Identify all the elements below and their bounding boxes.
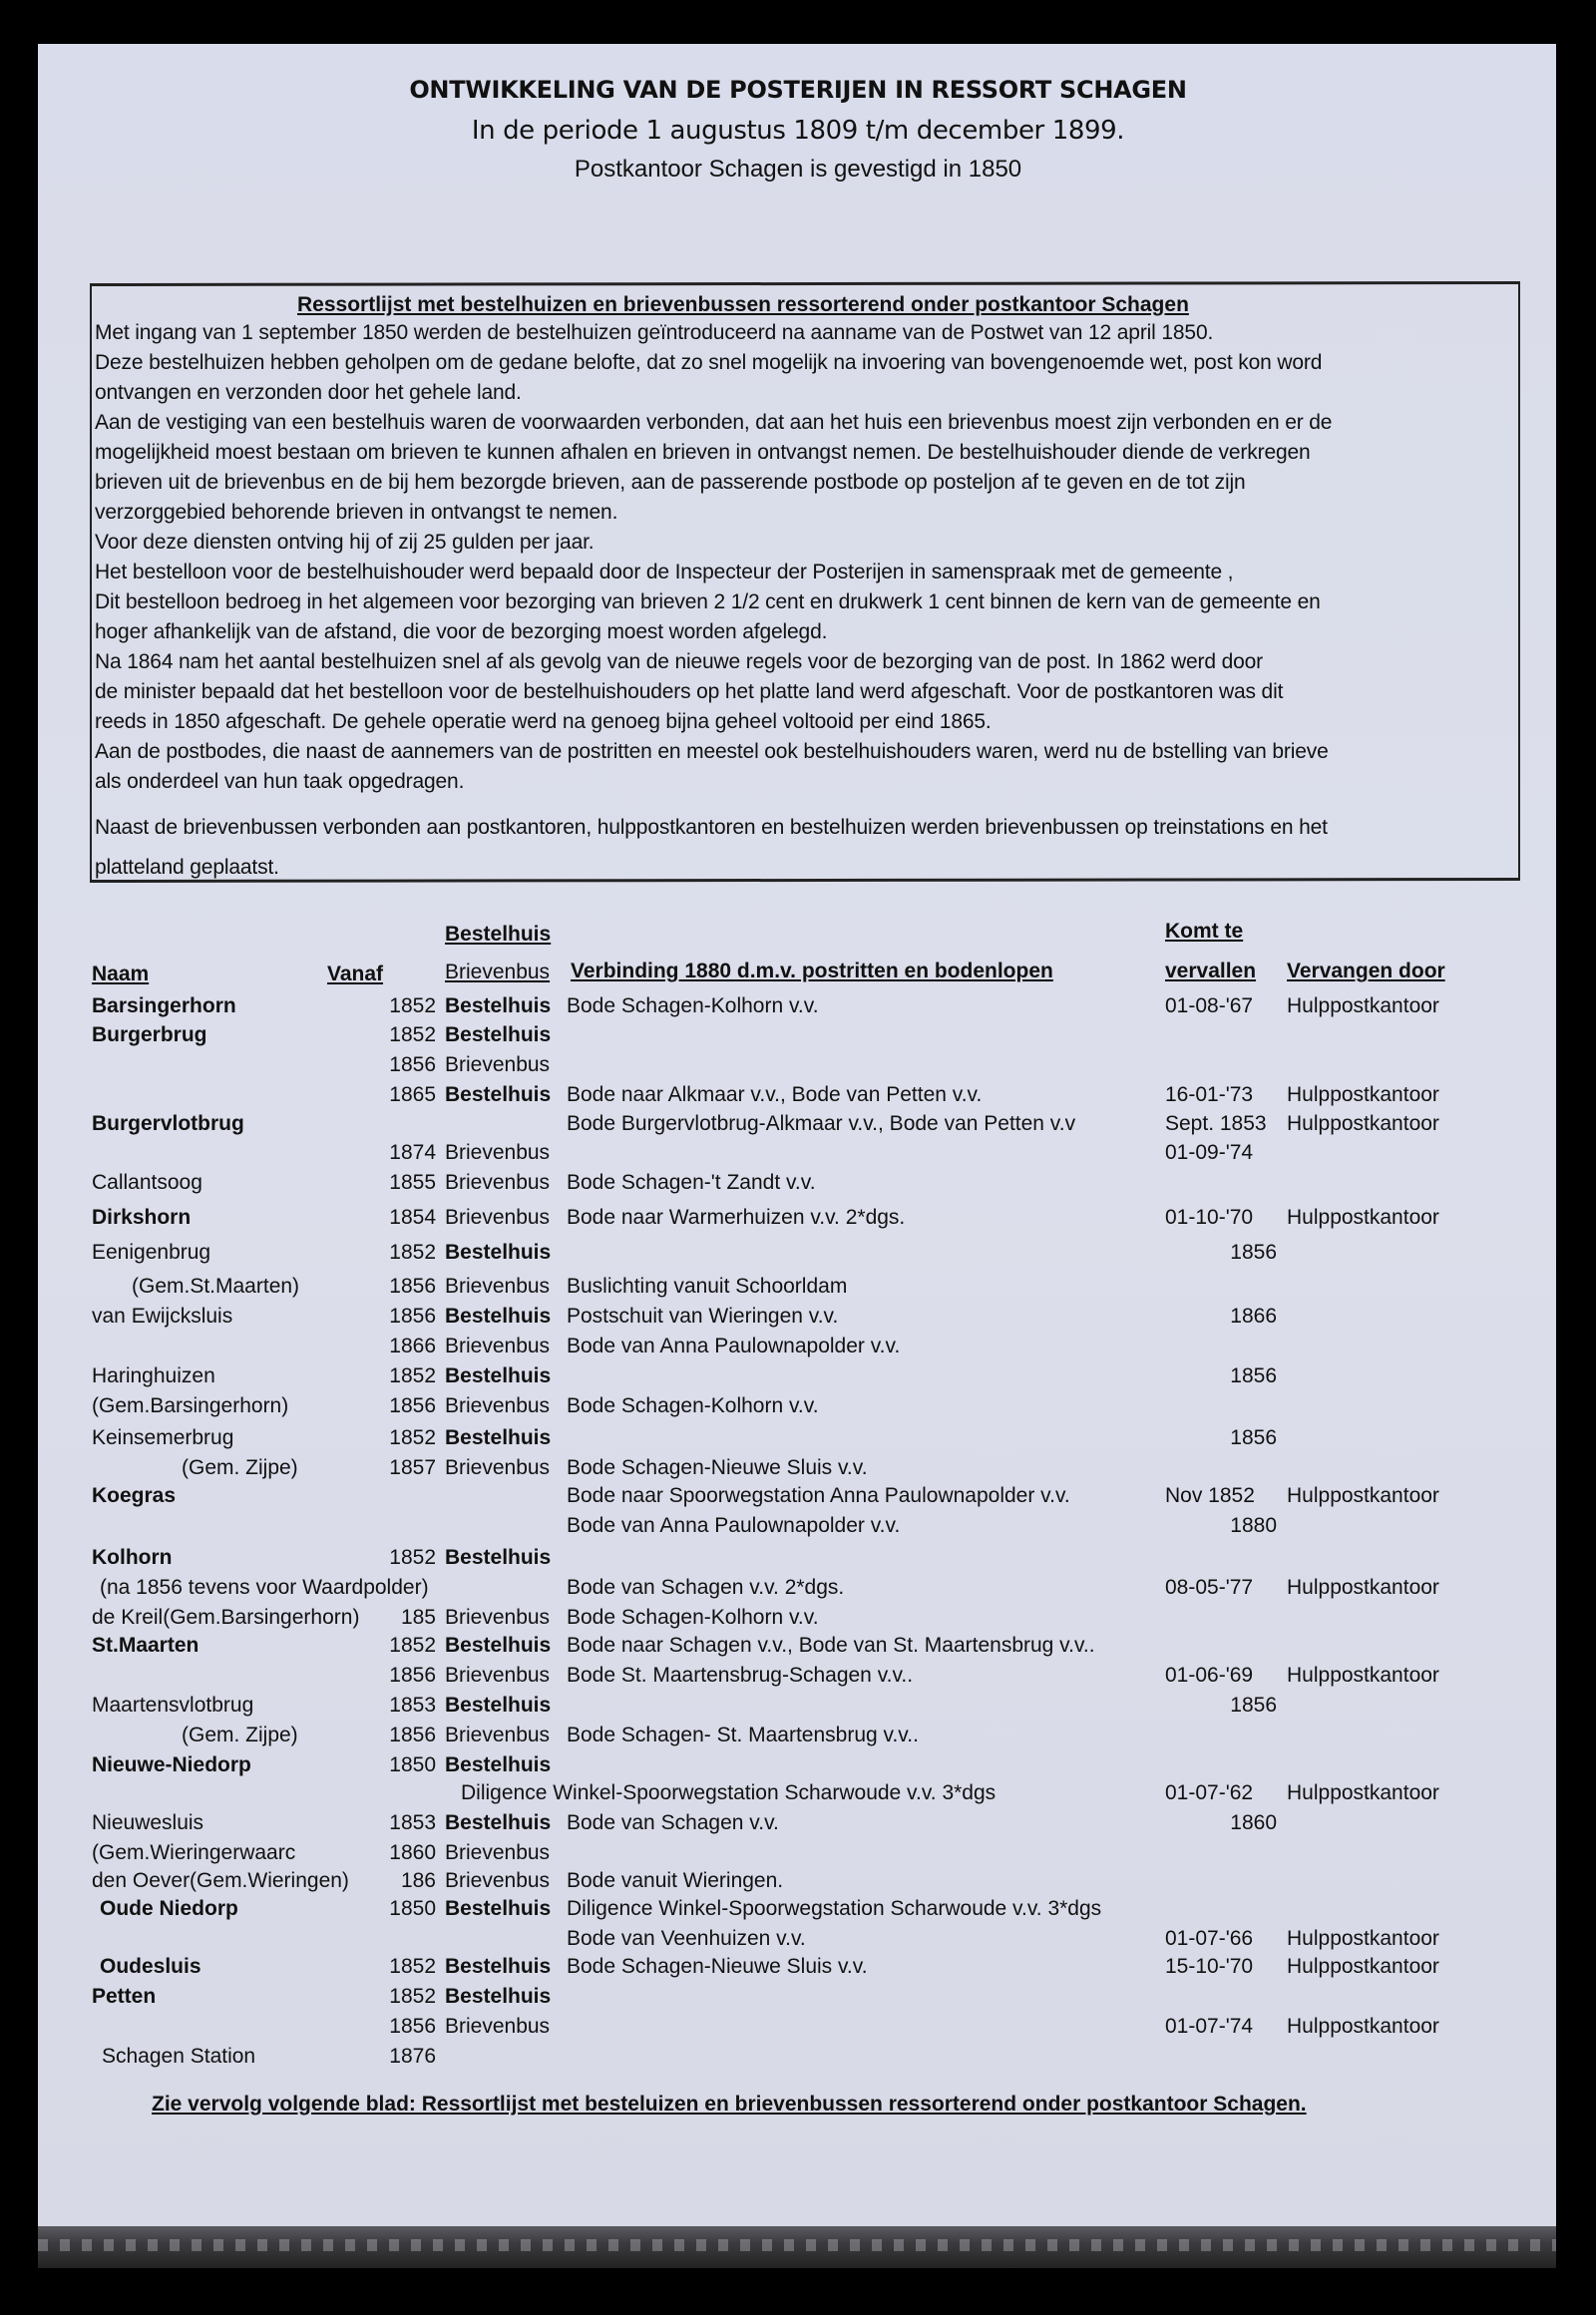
cell-vervallen: 1856 — [1230, 1364, 1277, 1387]
intro-line: Na 1864 nam het aantal bestelhuizen snel af als gevolg van de nieuwe regels voor de bezorging van de post. In 1862 werd door — [95, 650, 1264, 673]
cell-vervangen: Hulppostkantoor — [1287, 1781, 1439, 1804]
cell-vanaf: 1852 — [389, 1955, 436, 1978]
cell-naam: (Gem.St.Maarten) — [132, 1275, 300, 1298]
cell-naam: Barsingerhorn — [92, 994, 236, 1017]
cell-vanaf: 1850 — [389, 1897, 436, 1920]
cell-verbinding: Bode Schagen-Nieuwe Sluis v.v. — [567, 1955, 868, 1978]
cell-vanaf: 1852 — [389, 1023, 436, 1046]
cell-vervallen: 01-09-'74 — [1165, 1141, 1254, 1164]
cell-vanaf: 1874 — [389, 1141, 436, 1164]
cell-vanaf: 1856 — [389, 1394, 436, 1417]
cell-verbinding: Buslichting vanuit Schoorldam — [567, 1275, 848, 1298]
cell-type: Bestelhuis — [445, 1305, 552, 1328]
cell-vanaf: 1865 — [389, 1083, 436, 1106]
page-title: ONTWIKKELING VAN DE POSTERIJEN IN RESSORT SCHAGEN — [409, 76, 1187, 104]
cell-verbinding: Bode Schagen-Kolhorn v.v. — [567, 994, 819, 1017]
cell-vervallen: 01-10-'70 — [1165, 1206, 1254, 1229]
cell-vervangen: Hulppostkantoor — [1287, 1927, 1439, 1950]
cell-vervallen: 1856 — [1230, 1694, 1277, 1717]
header-vervangen: Vervangen door — [1287, 960, 1445, 982]
cell-type: Bestelhuis — [445, 1955, 552, 1978]
cell-vervangen: Hulppostkantoor — [1287, 994, 1439, 1017]
cell-vervallen: 16-01-'73 — [1165, 1083, 1254, 1106]
cell-type: Bestelhuis — [445, 1364, 552, 1387]
cell-verbinding: Bode van Veenhuizen v.v. — [567, 1927, 806, 1950]
cell-verbinding: Bode van Schagen v.v. 2*dgs. — [567, 1576, 845, 1599]
intro-line: brieven uit de brievenbus en de bij hem bezorgde brieven, aan de passerende postbode op posteljon af te geven en de tot zijn — [95, 471, 1246, 494]
cell-naam: (Gem. Zijpe) — [182, 1724, 298, 1746]
header-komt-te: Komt te — [1165, 920, 1244, 943]
header-bestelhuis: Bestelhuis — [445, 923, 552, 946]
cell-verbinding: Bode naar Alkmaar v.v., Bode van Petten v.v. — [567, 1083, 983, 1106]
cell-type: Brievenbus — [445, 1335, 551, 1357]
cell-vanaf: 1856 — [389, 1724, 436, 1746]
cell-vervallen: 15-10-'70 — [1165, 1955, 1254, 1978]
cell-verbinding: Bode vanuit Wieringen. — [567, 1869, 784, 1892]
cell-vervangen: Hulppostkantoor — [1287, 1206, 1439, 1229]
cell-vanaf: 1857 — [389, 1456, 436, 1479]
intro-line: reeds in 1850 afgeschaft. De gehele operatie werd na genoeg bijna geheel voltooid per eind 1865. — [95, 710, 992, 733]
cell-naam: Burgervlotbrug — [92, 1112, 244, 1135]
header-naam: Naam — [92, 963, 150, 985]
cell-type: Brievenbus — [445, 1724, 551, 1746]
cell-naam: Koegras — [92, 1484, 177, 1507]
cell-vervallen: 1860 — [1230, 1811, 1277, 1834]
cell-type: Bestelhuis — [445, 1426, 552, 1449]
cell-type: Brievenbus — [445, 1869, 551, 1892]
intro-line: verzorggebied behorende brieven in ontvangst te nemen. — [95, 501, 618, 524]
cell-naam: Maartensvlotbrug — [92, 1694, 254, 1717]
cell-type: Brievenbus — [445, 1206, 551, 1229]
intro-line: Voor deze diensten ontving hij of zij 25 gulden per jaar. — [95, 531, 595, 554]
cell-vanaf: 1856 — [389, 1053, 436, 1076]
cell-vanaf: 1856 — [389, 1305, 436, 1328]
cell-vervallen: 1856 — [1230, 1426, 1277, 1449]
cell-naam: Oudesluis — [100, 1955, 201, 1978]
cell-verbinding: Bode naar Spoorwegstation Anna Paulownapolder v.v. — [567, 1484, 1070, 1507]
cell-vervallen: 1856 — [1230, 1241, 1277, 1264]
cell-naam: Callantsoog — [92, 1171, 202, 1194]
cell-type: Brievenbus — [445, 1606, 551, 1629]
cell-naam: den Oever(Gem.Wieringen) — [92, 1869, 349, 1892]
cell-vanaf: 1850 — [389, 1753, 436, 1776]
cell-vervangen: Hulppostkantoor — [1287, 2015, 1439, 2038]
intro-line: Met ingang van 1 september 1850 werden de bestelhuizen geïntroduceerd na aanname van de Postwet van 12 april 1850. — [95, 321, 1214, 344]
cell-vervallen: 01-06-'69 — [1165, 1664, 1254, 1687]
cell-naam: de Kreil(Gem.Barsingerhorn) — [92, 1606, 360, 1629]
cell-vervallen: 01-07-'66 — [1165, 1927, 1254, 1950]
cell-verbinding: Diligence Winkel-Spoorwegstation Scharwoude v.v. 3*dgs — [567, 1897, 1102, 1920]
cell-verbinding: Bode van Schagen v.v. — [567, 1811, 779, 1834]
header-verbinding: Verbinding 1880 d.m.v. postritten en bodenlopen — [571, 960, 1053, 982]
cell-type: Bestelhuis — [445, 1546, 552, 1569]
cell-type: Brievenbus — [445, 1171, 551, 1194]
cell-type: Brievenbus — [445, 1456, 551, 1479]
cell-vanaf: 1856 — [389, 1664, 436, 1687]
cell-verbinding: Bode Schagen-Kolhorn v.v. — [567, 1394, 819, 1417]
cell-type: Bestelhuis — [445, 1241, 552, 1264]
intro-title: Ressortlijst met bestelhuizen en brievenbussen ressorterend onder postkantoor Schagen — [297, 293, 1189, 316]
cell-vervallen: Sept. 1853 — [1165, 1112, 1267, 1135]
cell-type: Brievenbus — [445, 1275, 551, 1298]
cell-verbinding: Bode van Anna Paulownapolder v.v. — [567, 1514, 901, 1537]
intro-line: Het bestelloon voor de bestelhuishouder werd bepaald door de Inspecteur der Posterijen in samenspraak met de gemeente , — [95, 561, 1234, 583]
cell-naam: van Ewijcksluis — [92, 1305, 233, 1328]
cell-vanaf: 186 — [400, 1869, 436, 1892]
cell-vanaf: 1866 — [389, 1335, 436, 1357]
cell-type: Brievenbus — [445, 1841, 551, 1864]
intro-line: Dit bestelloon bedroeg in het algemeen voor bezorging van brieven 2 1/2 cent en drukwerk 1 cent binnen de kern van de gemeente en — [95, 590, 1321, 613]
cell-vanaf: 1853 — [389, 1811, 436, 1834]
cell-naam: Keinsemerbrug — [92, 1426, 234, 1449]
cell-vanaf: 1852 — [389, 1241, 436, 1264]
cell-type: Bestelhuis — [445, 994, 552, 1017]
cell-naam: Dirkshorn — [92, 1206, 192, 1229]
cell-vanaf: 1853 — [389, 1694, 436, 1717]
cell-naam: Schagen Station — [102, 2045, 256, 2068]
cell-vanaf: 1876 — [389, 2045, 436, 2068]
intro-line: Aan de vestiging van een bestelhuis waren de voorwaarden verbonden, dat aan het huis een brievenbus moest zijn verbonden en er de — [95, 411, 1333, 434]
album-sleeve-perforation — [38, 2239, 1556, 2251]
cell-vanaf: 1852 — [389, 1634, 436, 1657]
cell-verbinding: Bode Schagen-'t Zandt v.v. — [567, 1171, 816, 1194]
cell-verbinding: Diligence Winkel-Spoorwegstation Scharwoude v.v. 3*dgs — [461, 1781, 997, 1804]
cell-type: Brievenbus — [445, 1664, 551, 1687]
cell-type: Bestelhuis — [445, 1897, 552, 1920]
intro-line: Naast de brievenbussen verbonden aan postkantoren, hulppostkantoren en bestelhuizen werden brievenbussen op treinstations en het — [95, 816, 1328, 839]
cell-naam: St.Maarten — [92, 1634, 200, 1657]
cell-type: Bestelhuis — [445, 1694, 552, 1717]
cell-vervangen: Hulppostkantoor — [1287, 1484, 1439, 1507]
cell-vanaf: 1856 — [389, 2015, 436, 2038]
established-note: Postkantoor Schagen is gevestigd in 1850 — [574, 156, 1022, 183]
cell-vervallen: 01-08-'67 — [1165, 994, 1254, 1017]
cell-naam: Oude Niedorp — [100, 1897, 238, 1920]
cell-vanaf: 1856 — [389, 1275, 436, 1298]
cell-vanaf: 185 — [400, 1606, 436, 1629]
cell-verbinding: Bode Burgervlotbrug-Alkmaar v.v., Bode van Petten v.v — [567, 1112, 1076, 1135]
cell-vervallen: Nov 1852 — [1165, 1484, 1255, 1507]
cell-type: Bestelhuis — [445, 1985, 552, 2008]
intro-line: als onderdeel van hun taak opgedragen. — [95, 770, 465, 793]
cell-vanaf: 1855 — [389, 1171, 436, 1194]
cell-vervallen: 08-05-'77 — [1165, 1576, 1254, 1599]
cell-verbinding: Bode Schagen-Nieuwe Sluis v.v. — [567, 1456, 868, 1479]
cell-verbinding: Bode naar Warmerhuizen v.v. 2*dgs. — [567, 1206, 906, 1229]
intro-line: hoger afhankelijk van de afstand, die voor de bezorging moest worden afgelegd. — [95, 620, 828, 643]
cell-type: Bestelhuis — [445, 1083, 552, 1106]
cell-vervangen: Hulppostkantoor — [1287, 1083, 1439, 1106]
cell-vanaf: 1852 — [389, 1364, 436, 1387]
cell-naam: (Gem.Barsingerhorn) — [92, 1394, 289, 1417]
cell-type: Brievenbus — [445, 1053, 551, 1076]
cell-naam: Nieuwesluis — [92, 1811, 204, 1834]
cell-type: Bestelhuis — [445, 1811, 552, 1834]
cell-naam: Petten — [92, 1985, 157, 2008]
cell-vanaf: 1852 — [389, 1546, 436, 1569]
cell-naam: (na 1856 tevens voor Waardpolder) — [100, 1576, 429, 1599]
cell-vanaf: 1852 — [389, 1985, 436, 2008]
cell-naam: (Gem. Zijpe) — [182, 1456, 298, 1479]
cell-naam: Burgerbrug — [92, 1023, 207, 1046]
cell-verbinding: Bode van Anna Paulownapolder v.v. — [567, 1335, 901, 1357]
cell-vervangen: Hulppostkantoor — [1287, 1576, 1439, 1599]
page-subtitle: In de periode 1 augustus 1809 t/m december 1899. — [471, 116, 1125, 146]
cell-vervangen: Hulppostkantoor — [1287, 1664, 1439, 1687]
intro-line: de minister bepaald dat het bestelloon voor de bestelhuishouders op het platte land werd afgeschaft. Voor de postkantoren was dit — [95, 680, 1284, 703]
header-vervallen: vervallen — [1165, 960, 1257, 982]
cell-verbinding: Bode naar Schagen v.v., Bode van St. Maartensbrug v.v.. — [567, 1634, 1095, 1657]
cell-type: Brievenbus — [445, 1141, 551, 1164]
cell-vanaf: 1854 — [389, 1206, 436, 1229]
cell-naam: Kolhorn — [92, 1546, 173, 1569]
cell-verbinding: Postschuit van Wieringen v.v. — [567, 1305, 839, 1328]
cell-type: Bestelhuis — [445, 1753, 552, 1776]
cell-vanaf: 1852 — [389, 994, 436, 1017]
cell-verbinding: Bode Schagen- St. Maartensbrug v.v.. — [567, 1724, 919, 1746]
cell-vervallen: 1880 — [1230, 1514, 1277, 1537]
cell-type: Bestelhuis — [445, 1634, 552, 1657]
cell-vervallen: 1866 — [1230, 1305, 1277, 1328]
intro-line: ontvangen en verzonden door het gehele land. — [95, 381, 522, 404]
cell-naam: Nieuwe-Niedorp — [92, 1753, 251, 1776]
intro-line: Deze bestelhuizen hebben geholpen om de gedane belofte, dat zo snel mogelijk na invoering van bovengenoemde wet, post kon word — [95, 351, 1323, 374]
header-brievenbus: Brievenbus — [445, 961, 551, 983]
cell-vervallen: 01-07-'74 — [1165, 2015, 1254, 2038]
cell-type: Brievenbus — [445, 1394, 551, 1417]
cell-vervallen: 01-07-'62 — [1165, 1781, 1254, 1804]
intro-line: platteland geplaatst. — [95, 856, 279, 879]
cell-verbinding: Bode St. Maartensbrug-Schagen v.v.. — [567, 1664, 914, 1687]
cell-naam: (Gem.Wieringerwaarc — [92, 1841, 296, 1864]
intro-line: mogelijkheid moest bestaan om brieven te kunnen afhalen en brieven in ontvangst nemen. De bestelhuishouder diende de verkregen — [95, 441, 1311, 464]
cell-type: Bestelhuis — [445, 1023, 552, 1046]
cell-vanaf: 1852 — [389, 1426, 436, 1449]
cell-type: Brievenbus — [445, 2015, 551, 2038]
cell-vanaf: 1860 — [389, 1841, 436, 1864]
cell-naam: Haringhuizen — [92, 1364, 215, 1387]
cell-verbinding: Bode Schagen-Kolhorn v.v. — [567, 1606, 819, 1629]
header-vanaf: Vanaf — [327, 963, 384, 985]
continuation-note: Zie vervolg volgende blad: Ressortlijst met besteluizen en brievenbussen ressorterend onder postkantoor Schagen. — [152, 2093, 1307, 2116]
cell-vervangen: Hulppostkantoor — [1287, 1112, 1439, 1135]
cell-naam: Eenigenbrug — [92, 1241, 211, 1264]
cell-vervangen: Hulppostkantoor — [1287, 1955, 1439, 1978]
intro-line: Aan de postbodes, die naast de aannemers van de postritten en meestel ook bestelhuishouders waren, werd nu de bstelling van brieve — [95, 740, 1329, 763]
